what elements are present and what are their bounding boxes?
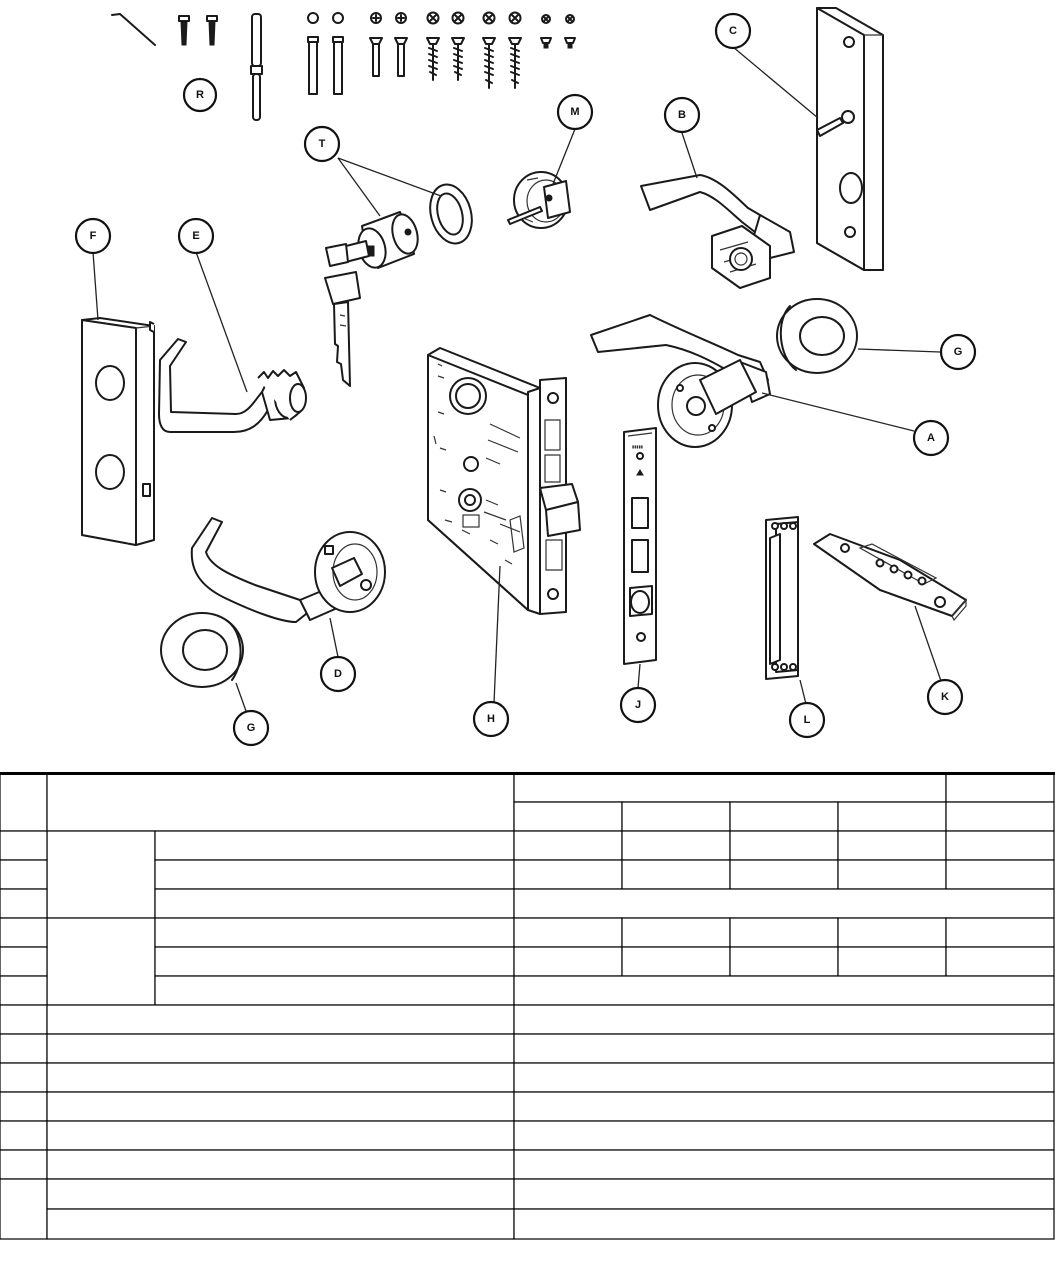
table-value-cell xyxy=(514,1092,1054,1121)
table-row-number-cell xyxy=(0,889,47,918)
callout-a xyxy=(914,421,948,455)
table-value-cell xyxy=(622,860,730,889)
lever-trim-a xyxy=(591,315,770,447)
callout-g-lower xyxy=(234,711,268,745)
callout-c xyxy=(716,14,750,48)
table-description-cell xyxy=(47,1179,514,1209)
svg-text:E: E xyxy=(192,230,200,242)
table-description-cell xyxy=(47,1005,514,1034)
hardware-kit-r xyxy=(112,13,575,121)
table-row-number-cell xyxy=(0,1092,47,1121)
svg-text:T: T xyxy=(318,138,326,150)
svg-text:G: G xyxy=(246,722,256,734)
mortise-lock-body-h xyxy=(428,348,580,614)
table-description-cell xyxy=(155,889,514,918)
sleeve-pins xyxy=(308,13,343,94)
table-row-number-cell xyxy=(0,976,47,1005)
strike-box-l xyxy=(766,517,798,679)
through-bolts xyxy=(179,16,217,45)
table-description-cell xyxy=(155,947,514,976)
table-header-cell xyxy=(47,772,514,831)
table-value-cell xyxy=(946,918,1054,947)
escutcheon-plate-f xyxy=(82,318,154,545)
parts-table-cells xyxy=(0,772,1054,1239)
svg-text:L: L xyxy=(803,714,811,726)
table-row-number-cell xyxy=(0,1005,47,1034)
table-value-cell xyxy=(622,831,730,860)
svg-text:A: A xyxy=(927,432,935,444)
callout-l xyxy=(790,703,824,737)
table-description-cell xyxy=(155,918,514,947)
svg-text:R: R xyxy=(196,89,204,101)
thumb-turn-m xyxy=(508,172,570,228)
table-value-cell xyxy=(514,1121,1054,1150)
table-value-cell xyxy=(730,860,838,889)
table-value-cell xyxy=(946,947,1054,976)
table-row-number-cell xyxy=(0,1034,47,1063)
table-value-cell xyxy=(514,831,622,860)
table-value-cell xyxy=(514,860,622,889)
table-row-number-cell xyxy=(0,918,47,947)
table-value-cell xyxy=(514,918,622,947)
table-description-cell xyxy=(47,1092,514,1121)
rose-g-lower xyxy=(161,613,243,687)
svg-text:H: H xyxy=(487,713,495,725)
table-value-cell xyxy=(838,860,946,889)
table-header-cell xyxy=(730,802,838,831)
table-group-cell xyxy=(47,918,155,1005)
table-description-cell xyxy=(47,1209,514,1239)
table-description-cell xyxy=(155,976,514,1005)
table-value-cell xyxy=(514,1063,1054,1092)
callout-m xyxy=(558,95,592,129)
callout-d xyxy=(321,657,355,691)
table-value-cell xyxy=(514,1209,1054,1239)
svg-text:M: M xyxy=(570,106,580,118)
table-header-cell xyxy=(946,772,1054,802)
lever-trim-d xyxy=(192,518,385,622)
table-value-cell xyxy=(730,918,838,947)
table-header-cell xyxy=(622,802,730,831)
callout-r xyxy=(184,79,216,111)
hex-key xyxy=(112,14,155,45)
callout-t xyxy=(305,127,339,161)
table-value-cell xyxy=(730,831,838,860)
armored-front-j xyxy=(624,428,656,664)
rose-g-upper xyxy=(777,299,857,373)
table-value-cell xyxy=(730,947,838,976)
table-group-cell xyxy=(47,831,155,918)
table-value-cell xyxy=(838,831,946,860)
table-value-cell xyxy=(514,1179,1054,1209)
faceplate-brand-mark: ▮▮▮▮▮ xyxy=(632,444,644,449)
table-row-number-cell xyxy=(0,831,47,860)
spindle xyxy=(251,14,262,120)
table-description-cell xyxy=(155,860,514,889)
svg-text:J: J xyxy=(634,699,642,711)
svg-text:F: F xyxy=(89,230,97,242)
lever-trim-b xyxy=(641,175,794,288)
callout-g-upper xyxy=(941,335,975,369)
callout-f xyxy=(76,219,110,253)
table-row-number-cell xyxy=(0,1121,47,1150)
table-row-number-cell xyxy=(0,1063,47,1092)
table-value-cell xyxy=(622,947,730,976)
callout-k xyxy=(928,680,962,714)
svg-text:C: C xyxy=(729,25,737,37)
table-header-cell xyxy=(946,802,1054,831)
table-value-cell xyxy=(514,1005,1054,1034)
callout-b xyxy=(665,98,699,132)
svg-text:B: B xyxy=(678,109,686,121)
table-description-cell xyxy=(47,1121,514,1150)
table-value-cell xyxy=(514,1150,1054,1179)
callout-e xyxy=(179,219,213,253)
table-header-cell xyxy=(0,772,47,831)
table-value-cell xyxy=(946,831,1054,860)
table-header-cell xyxy=(514,802,622,831)
parts-table xyxy=(0,772,1055,1271)
table-value-cell xyxy=(514,889,1054,918)
table-row-number-cell xyxy=(0,1150,47,1179)
strike-plate-k xyxy=(814,534,966,620)
table-value-cell xyxy=(946,860,1054,889)
table-row-number-cell xyxy=(0,947,47,976)
table-description-cell xyxy=(47,1150,514,1179)
table-header-cell xyxy=(514,772,946,802)
table-value-cell xyxy=(838,918,946,947)
svg-text:G: G xyxy=(953,346,963,358)
table-description-cell xyxy=(47,1034,514,1063)
callout-j xyxy=(621,688,655,722)
phillips-screws xyxy=(370,13,407,76)
table-value-cell xyxy=(514,947,622,976)
table-header-cell xyxy=(838,802,946,831)
wood-screws xyxy=(427,13,521,89)
table-description-cell xyxy=(47,1063,514,1092)
table-row-number-cell xyxy=(0,1179,47,1239)
small-screws xyxy=(541,15,575,48)
callout-h xyxy=(474,702,508,736)
svg-text:D: D xyxy=(334,668,342,680)
table-value-cell xyxy=(514,1034,1054,1063)
table-value-cell xyxy=(838,947,946,976)
table-value-cell xyxy=(514,976,1054,1005)
table-row-number-cell xyxy=(0,860,47,889)
table-value-cell xyxy=(622,918,730,947)
escutcheon-plate-c xyxy=(817,8,883,270)
table-description-cell xyxy=(155,831,514,860)
svg-text:K: K xyxy=(941,691,949,703)
